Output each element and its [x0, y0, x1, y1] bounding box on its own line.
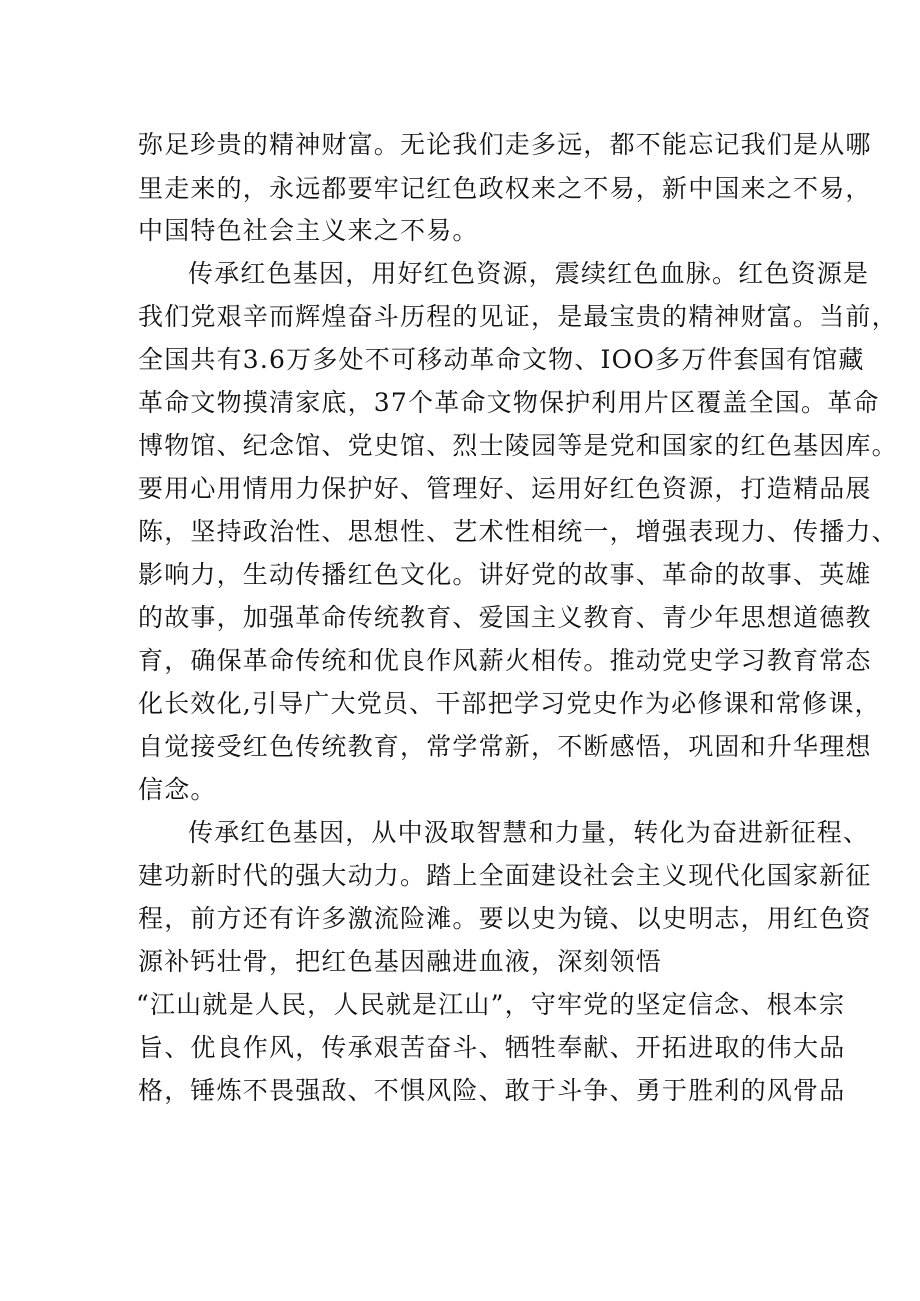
text-line: 旨、优良作风，传承艰苦奋斗、牺牲奉献、开拓进取的伟大品	[138, 1033, 846, 1062]
text-line: 革命文物摸清家底，37个革命文物保护利用片区覆盖全国。革命	[138, 388, 880, 417]
text-line: 育，确保革命传统和优良作风薪火相传。推动党史学习教育常态	[138, 646, 872, 675]
text-line: 信念。	[138, 775, 217, 804]
text-line: 我们党艰辛而辉煌奋斗历程的见证，是最宝贵的精神财富。当前，	[138, 302, 898, 331]
text-line: 的故事，加强革命传统教育、爱国主义教育、青少年思想道德教	[138, 603, 872, 632]
text-line: 自觉接受红色传统教育，常学常新，不断感悟，巩固和升华理想	[138, 732, 872, 761]
text-line: 博物馆、纪念馆、党史馆、烈士陵园等是党和国家的红色基因库。	[138, 431, 898, 460]
text-line: “江山就是人民，人民就是江山”，守牢党的坚定信念、根本宗	[136, 990, 846, 1019]
text-line: 里走来的，永远都要牢记红色政权来之不易，新中国来之不易，	[138, 174, 872, 203]
text-line: 化长效化,引导广大党员、干部把学习党史作为必修课和常修课，	[138, 689, 881, 718]
text-line: 陈，坚持政治性、思想性、艺术性相统一，增强表现力、传播力、	[138, 517, 898, 546]
text-line: 影响力，生动传播红色文化。讲好党的故事、革命的故事、英雄	[138, 560, 872, 589]
text-line: 建功新时代的强大动力。踏上全面建设社会主义现代化国家新征	[138, 861, 872, 890]
text-line: 程，前方还有许多激流险滩。要以史为镜、以史明志，用红色资	[138, 904, 872, 933]
text-line: 弥足珍贵的精神财富。无论我们走多远，都不能忘记我们是从哪	[138, 130, 872, 159]
text-line: 源补钙壮骨，把红色基因融进血液，深刻领悟	[138, 947, 663, 976]
paragraph-start-line: 传承红色基因，用好红色资源，震续红色血脉。红色资源是	[188, 259, 870, 288]
text-line: 全国共有3.6万多处不可移动革命文物、IOO多万件套国有馆藏	[138, 345, 865, 374]
paragraph-start-line: 传承红色基因，从中汲取智慧和力量，转化为奋进新征程、	[188, 818, 870, 847]
text-line: 格，锤炼不畏强敌、不惧风险、敢于斗争、勇于胜利的风骨品	[138, 1076, 846, 1105]
text-line: 要用心用情用力保护好、管理好、运用好红色资源，打造精品展	[138, 474, 872, 503]
text-line: 中国特色社会主义来之不易。	[138, 216, 479, 245]
